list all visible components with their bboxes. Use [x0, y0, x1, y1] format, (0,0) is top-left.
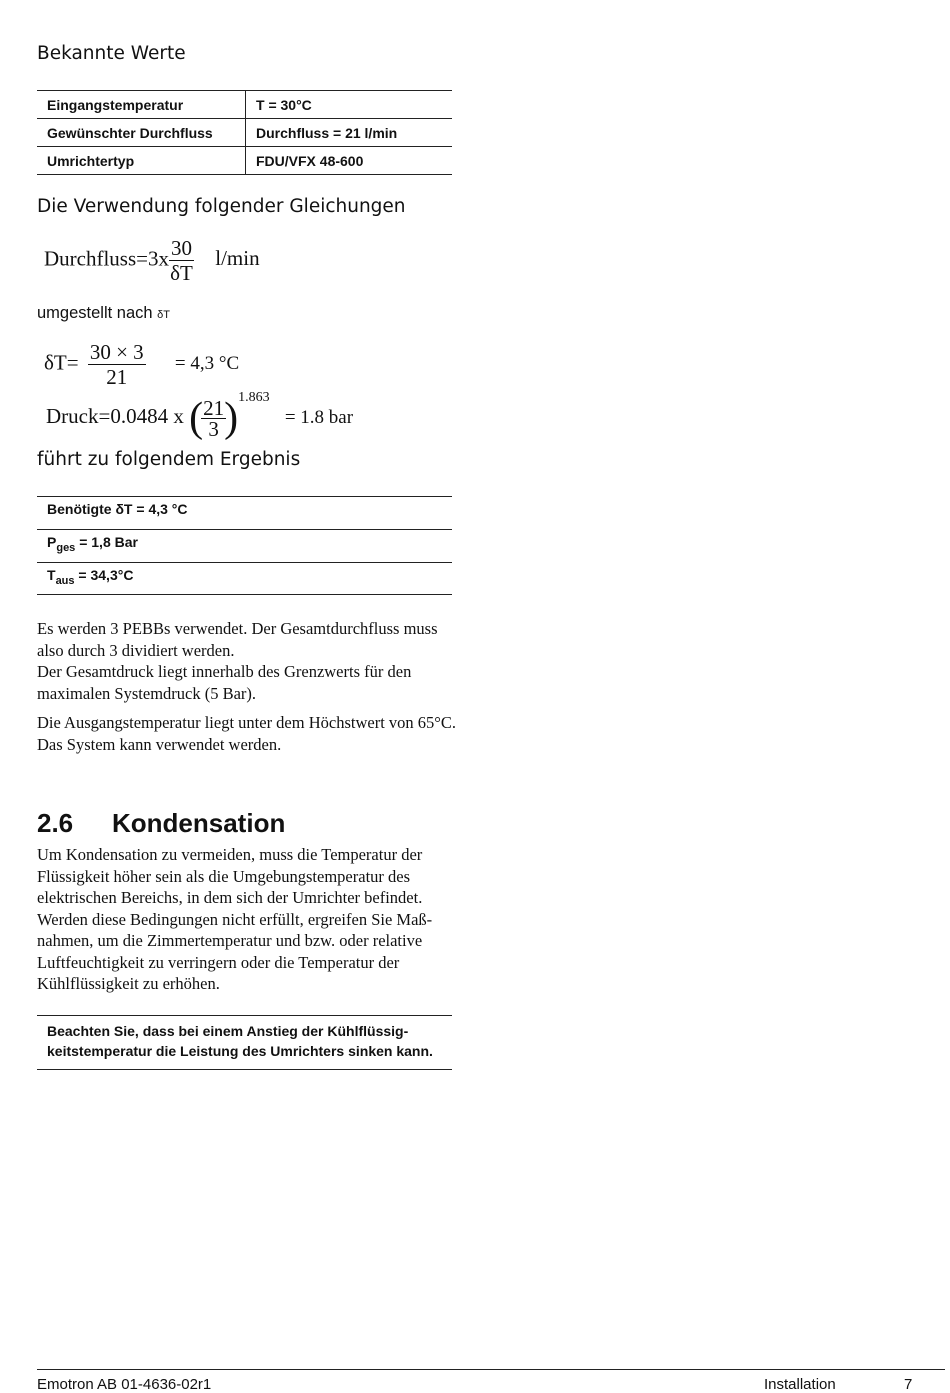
results-row	[37, 496, 452, 529]
paren-left: (	[189, 395, 204, 441]
results-subscript: aus	[55, 575, 75, 587]
footer-page-number: 7	[904, 1376, 913, 1393]
section-title: Kondensation	[112, 808, 286, 838]
paragraph-line: Das System kann verwendet werden.	[37, 734, 282, 754]
equation-fraction	[169, 236, 194, 285]
results-symbol: T	[47, 567, 56, 583]
equation-lhs: Druck=0.0484 x	[46, 403, 184, 428]
equation-pressure	[46, 389, 354, 441]
results-symbol: P	[47, 534, 57, 550]
table-cell-value: T = 30°C	[246, 91, 453, 119]
results-row	[37, 562, 452, 595]
paragraph-output-temp	[37, 712, 457, 755]
footer-divider	[37, 1369, 945, 1370]
fraction-denominator: 3	[208, 416, 219, 441]
known-values-table	[37, 90, 452, 175]
equation-fraction	[201, 395, 226, 441]
fraction-numerator: 30	[171, 236, 192, 260]
table-cell-key: Eingangstemperatur	[37, 91, 246, 119]
paragraph-line: Die Ausgangstemperatur liegt unter dem Höchstwert von 65°C.	[37, 713, 457, 732]
table-cell-value: FDU/VFX 48-600	[246, 147, 453, 175]
rearranged-text: umgestellt nach	[37, 304, 153, 322]
equations-heading: Die Verwendung folgender Gleichungen	[37, 196, 406, 217]
equation-exponent: 1.863	[238, 389, 270, 405]
fraction-numerator: 30 × 3	[89, 340, 144, 364]
fraction-denominator: 21	[106, 365, 128, 389]
results-row	[37, 529, 452, 562]
results-table	[37, 496, 452, 595]
paragraph-pebbs	[37, 618, 457, 704]
paragraph-line: Der Gesamtdruck liegt innerhalb des Grenzwerts für den maximalen Systemdruck (5 Bar).	[37, 662, 412, 703]
section-body: Um Kondensation zu vermeiden, muss die Temperatur der Flüssigkeit höher sein als die Umgebungstemperatur des elektrischen Bereichs, in dem sich der Umrichter befindet. Werden diese Bedingungen nicht erfüllt, ergreifen Sie Maß-nahmen, um die Zimmertemperatur und bzw. oder relative Luftfeuchtigkeit zu verringern oder die Temperatur der Kühlflüssigkeit zu erhöhen.	[37, 845, 433, 993]
paren-right: )	[224, 395, 239, 441]
section-heading	[37, 808, 285, 839]
equation-delta-t	[44, 340, 239, 389]
footer-section: Installation	[764, 1376, 836, 1393]
table-row	[37, 119, 452, 147]
table-cell-key: Gewünschter Durchfluss	[37, 119, 246, 147]
equation-lhs: δT=	[44, 350, 79, 375]
equation-lhs: Durchfluss=3x	[44, 246, 169, 271]
fraction-denominator: δT	[170, 261, 193, 285]
rearranged-label	[37, 304, 170, 323]
footer-doc-id: Emotron AB 01-4636-02r1	[37, 1376, 212, 1393]
results-value: = 1,8 Bar	[75, 534, 138, 550]
paragraph-line: Es werden 3 PEBBs verwendet. Der Gesamtdurchfluss muss also durch 3 dividiert werden.	[37, 619, 438, 660]
results-value: = 34,3°C	[74, 567, 134, 583]
results-row-text: Benötigte δT = 4,3 °C	[47, 501, 188, 517]
table-cell-key: Umrichtertyp	[37, 147, 246, 175]
equation-fraction	[88, 340, 146, 389]
equation-result: = 1.8 bar	[284, 406, 354, 428]
note-box: Beachten Sie, dass bei einem Anstieg der Kühlflüssig-keitstemperatur die Leistung des Umrichters sinken kann.	[37, 1015, 452, 1070]
results-heading: führt zu folgendem Ergebnis	[37, 449, 301, 470]
table-cell-value: Durchfluss = 21 l/min	[246, 119, 453, 147]
known-values-heading: Bekannte Werte	[37, 43, 186, 64]
equation-unit: l/min	[215, 246, 260, 271]
table-row	[37, 91, 452, 119]
equation-flow	[44, 236, 260, 285]
rearranged-var: δT	[157, 309, 171, 321]
section-number: 2.6	[37, 808, 74, 838]
results-subscript: ges	[56, 542, 76, 554]
table-row	[37, 147, 452, 175]
fraction-numerator: 21	[203, 395, 225, 420]
equation-result: = 4,3 °C	[174, 353, 240, 375]
